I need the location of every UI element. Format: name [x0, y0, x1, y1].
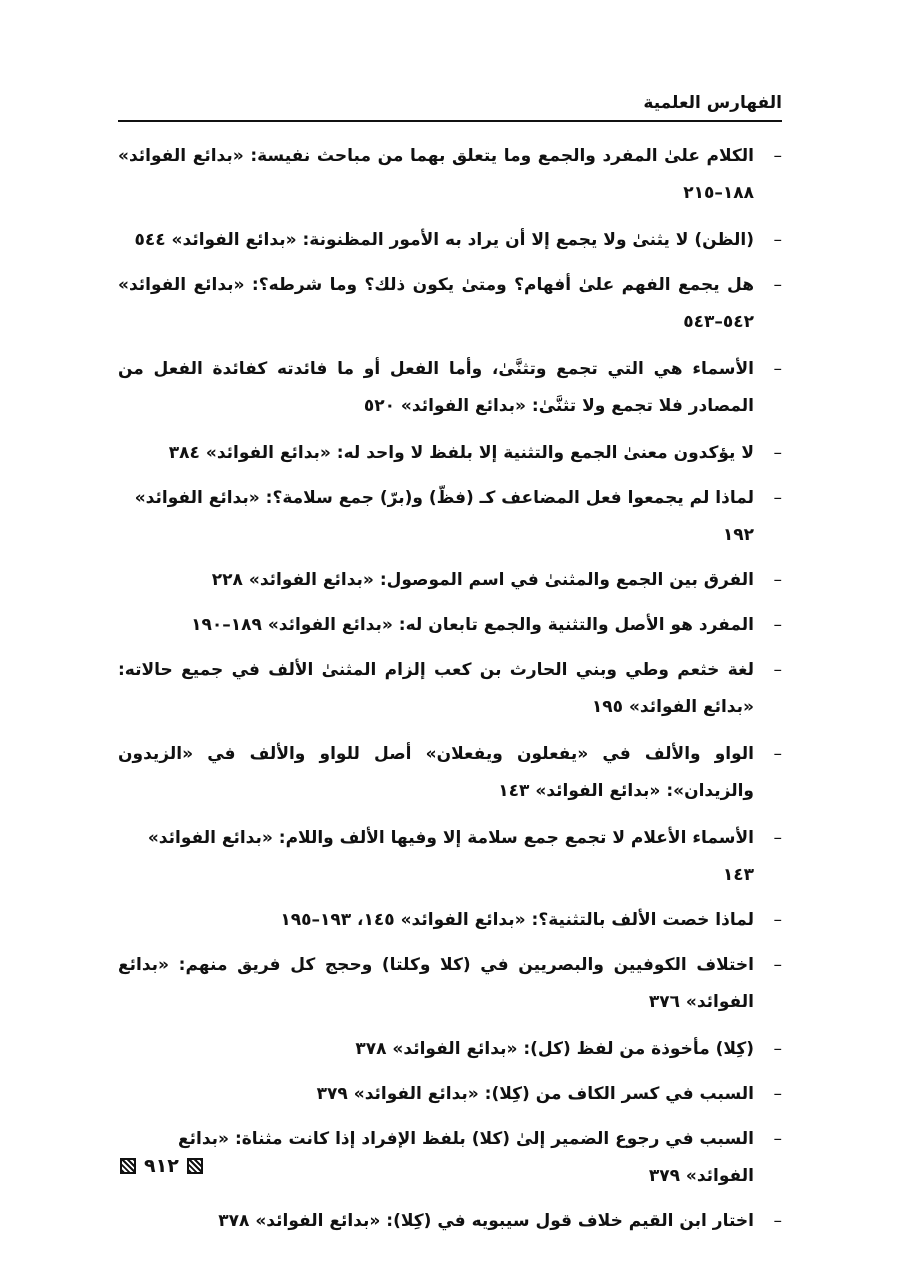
entry-bullet: – [773, 570, 782, 590]
entry-bullet: – [773, 488, 782, 508]
ornament-icon [187, 1158, 203, 1174]
header-rule [118, 120, 782, 122]
page-footer [120, 1148, 203, 1184]
entry-text: السبب في رجوع الضمير إلىٰ (كلا) بلفظ الإفراد إذا كانت مثناة: «بدائع الفوائد» ٣٧٩ [178, 1129, 754, 1186]
entry-bullet: – [773, 359, 782, 379]
index-entry [118, 736, 782, 810]
entry-text: اختلاف الكوفيين والبصريين في (كلا وكلتا) وحجج كل فريق منهم: «بدائع الفوائد» ٣٧٦ [118, 955, 754, 1012]
entry-bullet: – [773, 1211, 782, 1231]
entry-text: لا يؤكدون معنىٰ الجمع والتثنية إلا بلفظ لا واحد له: «بدائع الفوائد» ٣٨٤ [168, 443, 754, 463]
page-number: ٩١٢ [144, 1155, 179, 1177]
index-entry [118, 820, 782, 894]
entry-text: لماذا لم يجمعوا فعل المضاعف كـ (فظّ) و(برّ) جمع سلامة؟: «بدائع الفوائد» ١٩٢ [134, 488, 754, 545]
entry-bullet: – [773, 1084, 782, 1104]
entry-text: لغة خثعم وطي وبني الحارث بن كعب إلزام المثنىٰ الألف في جميع حالاته: «بدائع الفوائد» ١٩٥ [118, 660, 754, 717]
index-entry [118, 902, 782, 939]
index-entry [118, 435, 782, 472]
entry-text: الواو والألف في «يفعلون ويفعلان» أصل للواو والألف في «الزيدون والزيدان»: «بدائع الفوائد» ١٤٣ [118, 744, 754, 801]
index-entry [118, 351, 782, 425]
ornament-icon [120, 1158, 136, 1174]
entry-bullet: – [773, 443, 782, 463]
index-entry [118, 607, 782, 644]
entry-text: (الظن) لا يثنىٰ ولا يجمع إلا أن يراد به الأمور المظنونة: «بدائع الفوائد» ٥٤٤ [134, 230, 754, 250]
entry-text: (كِلا) مأخوذة من لفظ (كل): «بدائع الفوائد» ٣٧٨ [355, 1039, 754, 1059]
index-entry [118, 947, 782, 1021]
running-title: الفهارس العلمية [643, 93, 782, 113]
entry-bullet: – [773, 955, 782, 975]
entry-bullet: – [773, 660, 782, 680]
index-entry [118, 1076, 782, 1113]
index-entry [118, 1031, 782, 1068]
entry-text: الأسماء هي التي تجمع وتثنَّىٰ، وأما الفعل أو ما فائدته كفائدة الفعل من المصادر فلا تجمع ولا تثنَّىٰ: «بدائع الفوائد» ٥٢٠ [118, 359, 754, 416]
index-entry-list [118, 138, 782, 1248]
entry-bullet: – [773, 828, 782, 848]
entry-text: اختار ابن القيم خلاف قول سيبويه في (كِلا): «بدائع الفوائد» ٣٧٨ [218, 1211, 754, 1231]
entry-text: الأسماء الأعلام لا تجمع جمع سلامة إلا وفيها الألف واللام: «بدائع الفوائد» ١٤٣ [147, 828, 754, 885]
index-entry [118, 267, 782, 341]
index-entry [118, 1121, 782, 1195]
entry-text: السبب في كسر الكاف من (كِلا): «بدائع الفوائد» ٣٧٩ [316, 1084, 754, 1104]
index-entry [118, 222, 782, 259]
entry-bullet: – [773, 615, 782, 635]
entry-text: لماذا خصت الألف بالتثنية؟: «بدائع الفوائد» ١٤٥، ١٩٣–١٩٥ [280, 910, 754, 930]
index-entry [118, 480, 782, 554]
entry-bullet: – [773, 146, 782, 166]
entry-bullet: – [773, 1039, 782, 1059]
index-entry [118, 138, 782, 212]
entry-text: الكلام علىٰ المفرد والجمع وما يتعلق بهما من مباحث نفيسة: «بدائع الفوائد» ١٨٨–٢١٥ [118, 146, 754, 203]
entry-text: الفرق بين الجمع والمثنىٰ في اسم الموصول: «بدائع الفوائد» ٢٢٨ [211, 570, 754, 590]
entry-bullet: – [773, 230, 782, 250]
index-entry [118, 652, 782, 726]
entry-bullet: – [773, 910, 782, 930]
entry-bullet: – [773, 275, 782, 295]
index-entry [118, 1203, 782, 1240]
entry-bullet: – [773, 744, 782, 764]
entry-text: هل يجمع الفهم علىٰ أفهام؟ ومتىٰ يكون ذلك؟ وما شرطه؟: «بدائع الفوائد» ٥٤٢–٥٤٣ [118, 275, 754, 332]
index-entry [118, 562, 782, 599]
entry-text: المفرد هو الأصل والتثنية والجمع تابعان له: «بدائع الفوائد» ١٨٩–١٩٠ [191, 615, 754, 635]
entry-bullet: – [773, 1129, 782, 1149]
